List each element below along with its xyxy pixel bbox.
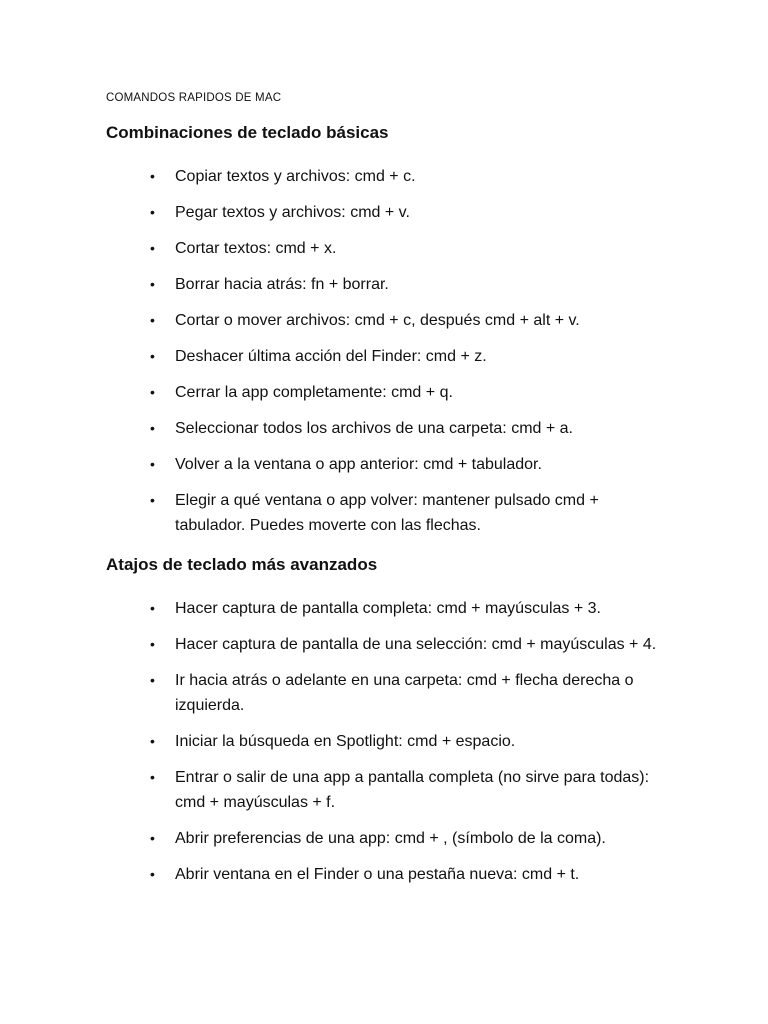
- list-item: [0, 380, 768, 405]
- bullet-icon: •: [150, 830, 155, 846]
- bullet-icon: •: [150, 384, 155, 400]
- list-item-text: Ir hacia atrás o adelante en una carpeta: cmd + flecha derecha o izquierda.: [175, 672, 634, 714]
- bullet-icon: •: [150, 672, 155, 688]
- list-item: [0, 344, 768, 369]
- shortcut-list-advanced: [0, 596, 768, 898]
- list-item-text: Cortar textos: cmd + x.: [175, 240, 337, 257]
- bullet-icon: •: [150, 348, 155, 364]
- list-item-text: Elegir a qué ventana o app volver: mantener pulsado cmd + tabulador. Puedes moverte con las flechas.: [175, 492, 599, 534]
- list-item-text: Hacer captura de pantalla completa: cmd + mayúsculas + 3.: [175, 600, 601, 617]
- list-item: [0, 488, 768, 538]
- bullet-icon: •: [150, 312, 155, 328]
- list-item-text: Entrar o salir de una app a pantalla completa (no sirve para todas): cmd + mayúsculas + f.: [175, 769, 650, 811]
- list-item-text: Copiar textos y archivos: cmd + c.: [175, 168, 416, 185]
- list-item-text: Volver a la ventana o app anterior: cmd + tabulador.: [175, 456, 542, 473]
- bullet-icon: •: [150, 769, 155, 785]
- list-item-text: Pegar textos y archivos: cmd + v.: [175, 204, 410, 221]
- list-item-text: Cerrar la app completamente: cmd + q.: [175, 384, 453, 401]
- list-item-text: Iniciar la búsqueda en Spotlight: cmd + espacio.: [175, 733, 516, 750]
- bullet-icon: •: [150, 866, 155, 882]
- list-item: [0, 668, 768, 718]
- section-heading-advanced: Atajos de teclado más avanzados: [106, 555, 378, 574]
- list-item: [0, 826, 768, 851]
- bullet-icon: •: [150, 276, 155, 292]
- list-item: [0, 596, 768, 621]
- list-item: [0, 452, 768, 477]
- section-heading-basic: Combinaciones de teclado básicas: [106, 123, 389, 142]
- list-item: [0, 200, 768, 225]
- list-item-text: Deshacer última acción del Finder: cmd + z.: [175, 348, 487, 365]
- bullet-icon: •: [150, 420, 155, 436]
- bullet-icon: •: [150, 600, 155, 616]
- list-item-text: Abrir preferencias de una app: cmd + , (símbolo de la coma).: [175, 830, 606, 847]
- list-item: [0, 416, 768, 441]
- list-item: [0, 308, 768, 333]
- list-item: [0, 236, 768, 261]
- bullet-icon: •: [150, 168, 155, 184]
- bullet-icon: •: [150, 492, 155, 508]
- list-item-text: Borrar hacia atrás: fn + borrar.: [175, 276, 389, 293]
- bullet-icon: •: [150, 733, 155, 749]
- list-item: [0, 164, 768, 189]
- list-item-text: Hacer captura de pantalla de una selección: cmd + mayúsculas + 4.: [175, 636, 657, 653]
- document-title: COMANDOS RAPIDOS DE MAC: [106, 92, 282, 104]
- list-item: [0, 632, 768, 657]
- list-item: [0, 862, 768, 887]
- list-item-text: Seleccionar todos los archivos de una carpeta: cmd + a.: [175, 420, 573, 437]
- list-item: [0, 729, 768, 754]
- bullet-icon: •: [150, 456, 155, 472]
- list-item-text: Cortar o mover archivos: cmd + c, después cmd + alt + v.: [175, 312, 580, 329]
- bullet-icon: •: [150, 240, 155, 256]
- shortcut-list-basic: [0, 164, 768, 549]
- list-item-text: Abrir ventana en el Finder o una pestaña nueva: cmd + t.: [175, 866, 580, 883]
- list-item: [0, 272, 768, 297]
- bullet-icon: •: [150, 204, 155, 220]
- bullet-icon: •: [150, 636, 155, 652]
- list-item: [0, 765, 768, 815]
